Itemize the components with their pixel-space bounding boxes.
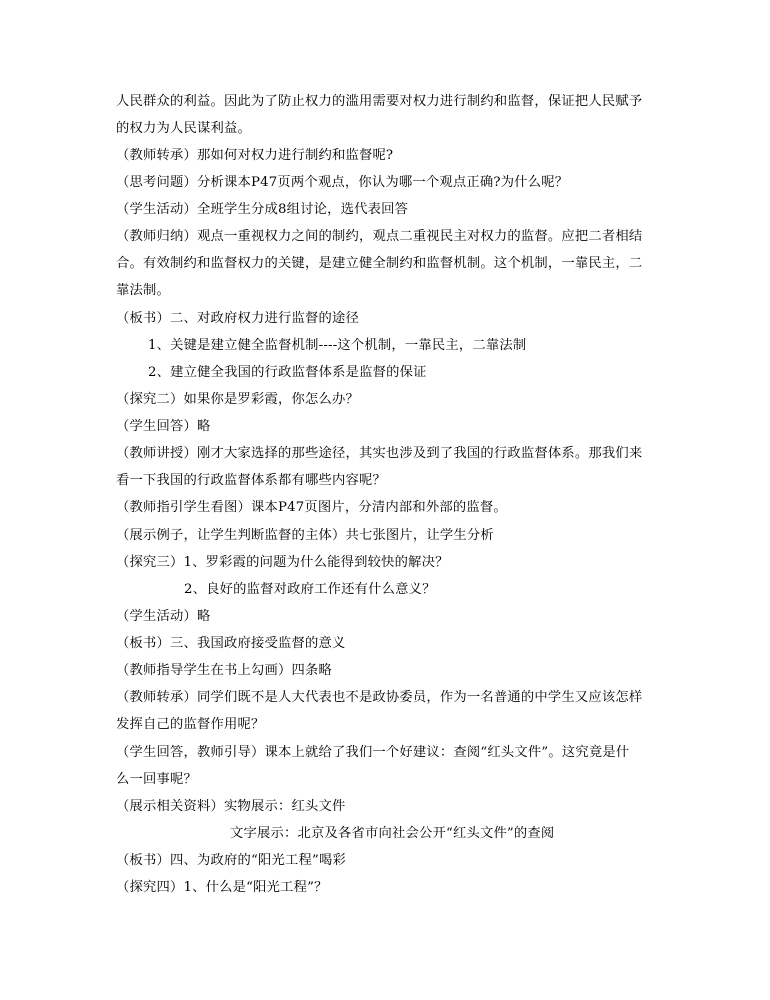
text-line: （学生回答）略 xyxy=(116,419,211,434)
text-line: （板书）三、我国政府接受监督的意义 xyxy=(116,636,346,651)
text-line: （展示相关资料）实物展示：红头文件 xyxy=(116,799,346,814)
text-line: （学生回答，教师引导）课本上就给了我们一个好建议：查阅“红头文件”。这究竟是什 xyxy=(116,745,630,760)
text-line: （学生活动）略 xyxy=(116,609,211,624)
text-line: （教师讲授）刚才大家选择的那些途径，其实也涉及到了我国的行政监督体系。那我们来 xyxy=(116,446,643,461)
text-line: （探究三）1、罗彩霞的问题为什么能得到较快的解决？ xyxy=(116,555,449,570)
text-line: 文字展示：北京及各省市向社会公开“红头文件”的查阅 xyxy=(230,826,555,841)
text-line: （探究二）如果你是罗彩霞，你怎么办？ xyxy=(116,392,359,407)
text-line: （板书）四、为政府的“阳光工程”喝彩 xyxy=(116,853,346,868)
text-line: 2、良好的监督对政府工作还有什么意义？ xyxy=(184,582,436,597)
text-line: 靠法制。 xyxy=(116,283,170,298)
text-line: （教师指引学生看图）课本P47页图片，分清内部和外部的监督。 xyxy=(116,500,507,515)
text-line: （教师归纳）观点一重视权力之间的制约，观点二重视民主对权力的监督。应把二者相结 xyxy=(116,229,643,244)
text-line: 人民群众的利益。因此为了防止权力的滥用需要对权力进行制约和监督，保证把人民赋予 xyxy=(116,94,643,109)
text-line: 看一下我国的行政监督体系都有哪些内容呢？ xyxy=(116,473,386,488)
text-line: （教师转承）那如何对权力进行制约和监督呢? xyxy=(116,148,394,163)
text-line: （学生活动）全班学生分成8组讨论，选代表回答 xyxy=(116,202,409,217)
text-line: （教师指导学生在书上勾画）四条略 xyxy=(116,663,332,678)
text-line: （探究四）1、什么是“阳光工程”？ xyxy=(116,880,328,895)
text-line: 1、关键是建立健全监督机制----这个机制，一靠民主，二靠法制 xyxy=(148,338,527,353)
text-line: （展示例子，让学生判断监督的主体）共七张图片，让学生分析 xyxy=(116,528,494,543)
text-line: （板书）二、对政府权力进行监督的途径 xyxy=(116,311,359,326)
text-line: （思考问题）分析课本P47页两个观点，你认为哪一个观点正确?为什么呢？ xyxy=(116,175,569,190)
text-line: 的权力为人民谋利益。 xyxy=(116,121,251,136)
text-line: 合。有效制约和监督权力的关键，是建立健全制约和监督机制。这个机制，一靠民主，二 xyxy=(116,256,643,271)
text-line: 么一回事呢？ xyxy=(116,772,197,787)
text-line: 发挥自己的监督作用呢？ xyxy=(116,717,265,732)
text-line: 2、建立健全我国的行政监督体系是监督的保证 xyxy=(148,365,427,380)
text-line: （教师转承）同学们既不是人大代表也不是政协委员，作为一名普通的中学生又应该怎样 xyxy=(116,690,643,705)
